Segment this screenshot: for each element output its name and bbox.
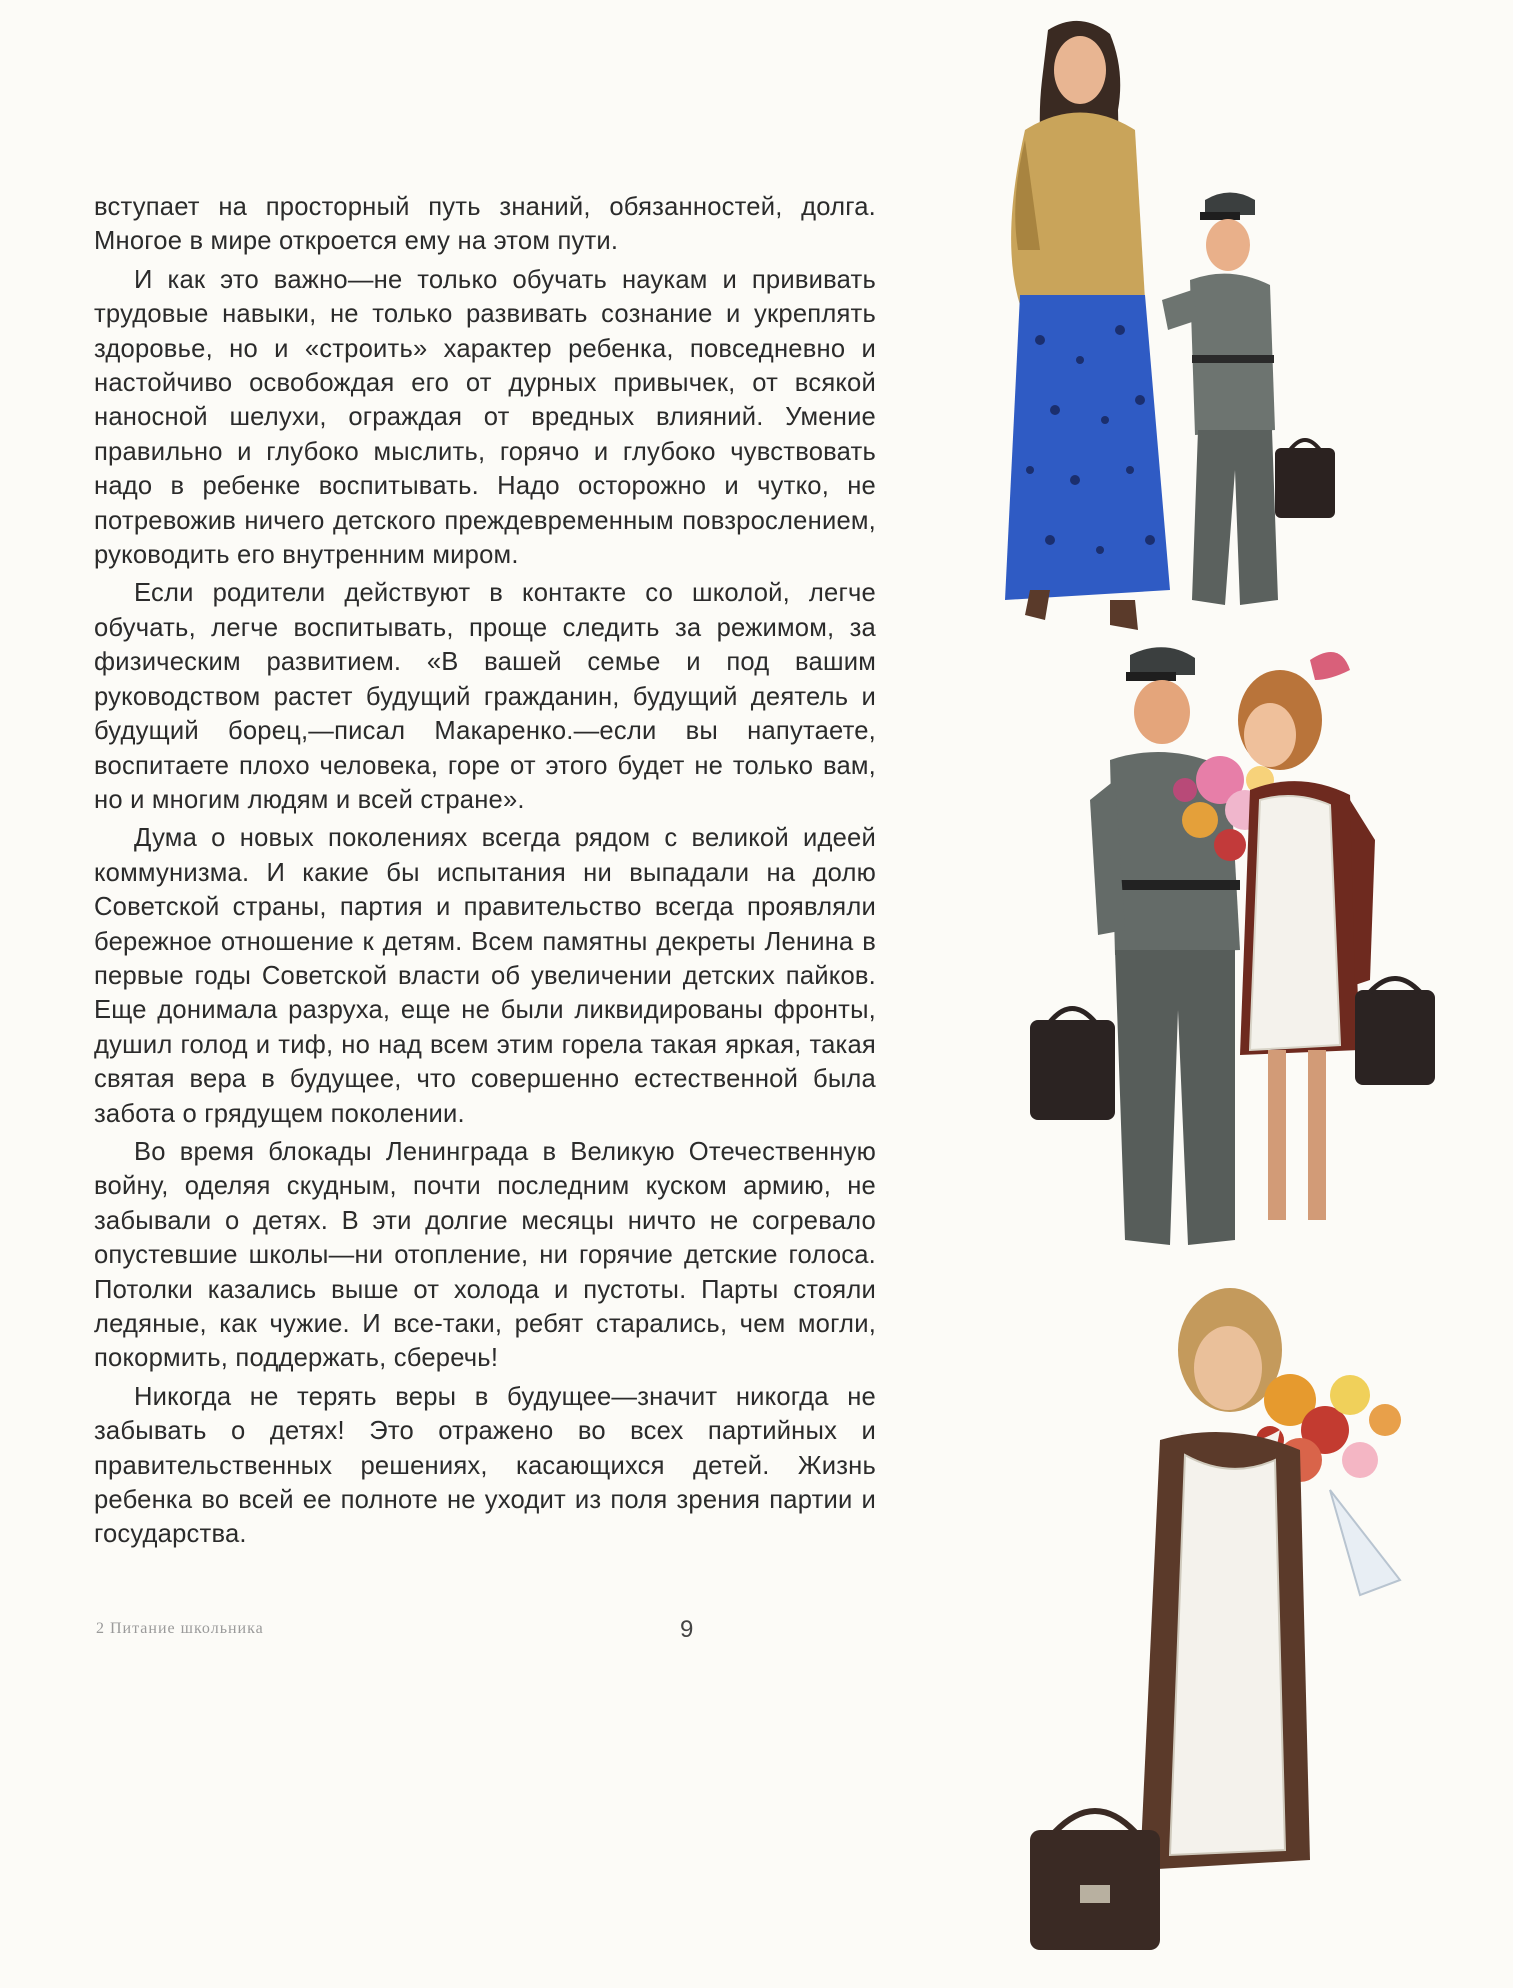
paragraph-1: вступает на просторный путь знаний, обязанностей, долга. Многое в мире откроется ему на этом пути. bbox=[94, 193, 876, 256]
printer-signature: 2 Питание школьника bbox=[96, 1620, 264, 1637]
illustrations-column bbox=[930, 0, 1513, 1988]
paragraph-4: Дума о новых поколениях всегда рядом с великой идеей коммунизма. И какие бы испытания ни выпадали на долю Советской страны, партия и правительство всегда проявляли бережное отношение к детям. Всем памятны декреты Ленина в первые годы Советской власти об увеличении детских пайков. Еще донимала разруха, еще не были ликвидированы фронты, душил голод и тиф, но над всем этим горела такая яркая, такая святая вера в будущее, что совершенно естественной была забота о грядущем поколении. bbox=[94, 824, 876, 1128]
illustrations-svg bbox=[930, 0, 1513, 1988]
girl-with-bouquet-illustration bbox=[1030, 1288, 1401, 1950]
paragraph-2: И как это важно—не только обучать наукам и прививать трудовые навыки, не только развивать сознание и укреплять здоровье, но и «строить» характер ребенка, повседневно и настойчиво освобождая его от дурных привычек, от всякой наносной шелухи, ограждая от вредных влияний. Умение правильно и глубоко мыслить, горячо и глубоко чувствовать надо в ребенке воспитывать. Надо осторожно и чутко, не потревожив ничего детского преждевременным повзрослением, руководить его внутренним миром. bbox=[94, 265, 876, 570]
boy-and-girl-illustration bbox=[1030, 647, 1435, 1245]
paragraph-5: Во время блокады Ленинграда в Великую Отечественную войну, оделяя скудным, почти последним куском армию, не забывали о детях. В эти долгие месяцы ничто не согревало опустевшие школы—ни отопление, ни горячие детские голоса. Потолки казались выше от холода и пустоты. Парты стояли ледяные, как чужие. И все-таки, ребят старались, чем могли, покормить, поддержать, сберечь! bbox=[94, 1137, 876, 1373]
page-number: 9 bbox=[680, 1616, 694, 1643]
paragraph-6: Никогда не терять веры в будущее—значит никогда не забывать о детях! Это отражено во всех партийных и правительственных решениях, касающихся детей. Жизнь ребенка во всей ее полноте не уходит из поля зрения партии и государства. bbox=[94, 1382, 876, 1549]
body-text bbox=[94, 190, 876, 1556]
mother-and-son-illustration bbox=[1005, 21, 1335, 630]
paragraph-3: Если родители действуют в контакте со школой, легче обучать, легче воспитывать, проще следить за режимом, за физическим развитием. «В вашей семье и под вашим руководством растет будущий гражданин, будущий деятель и будущий борец,—писал Макаренко.—если вы напутаете, воспитаете плохо человека, горе от этого будет не только вам, но и многим людям и всей стране». bbox=[94, 579, 876, 814]
